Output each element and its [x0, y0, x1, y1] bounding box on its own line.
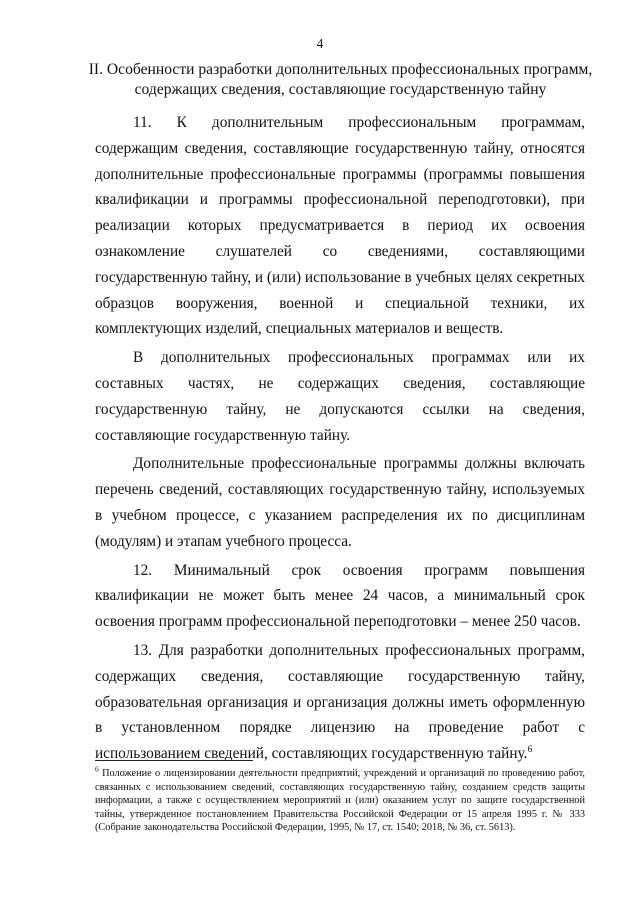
page-number: 4 — [316, 36, 324, 51]
paragraph-12: 12. Минимальный срок освоения программ повышения квалификации не может быть менее 24 часов, а минимальный срок освоения программ профессиональной переподготовки – менее 250 часов. — [95, 561, 585, 631]
paragraph-13 — [95, 638, 585, 767]
footnote-divider — [95, 760, 253, 761]
paragraph-references: В дополнительных профессиональных программах или их составных частях, не содержащих сведения, составляющие государственную тайну, не допускаются ссылки на сведения, составляющие государственную тайну. — [95, 349, 585, 444]
footnote-mark: 6 — [95, 764, 99, 774]
footnote — [95, 764, 585, 835]
paragraph-13-text: 13. Для разработки дополнительных профессиональных программ, содержащих сведения, составляющие государственную тайну, образовательная организация и организация должны иметь оформленную в установленном порядке лицензию на проведение работ с использованием сведений, составляющих государственную тайну. — [95, 641, 585, 763]
paragraph-secrets-list: Дополнительные профессиональные программы должны включать перечень сведений, составляющих государственную тайну, используемых в учебном процессе, с указанием распределения их по дисциплинам (модулям) и этапам учебного процесса. — [95, 455, 585, 550]
section-title-line-1: II. Особенности разработки дополнительных профессиональных программ, — [88, 61, 593, 78]
section-title — [88, 60, 593, 100]
section-title-line-2: содержащих сведения, составляющие государственную тайну — [134, 81, 547, 98]
paragraph-11: 11. К дополнительным профессиональным программам, содержащим сведения, составляющие государственную тайну, относятся дополнительные профессиональные программы (программы повышения квалификации и программы профессиональной переподготовки), при реализации которых предусматривается в период их освоения ознакомление слушателей со сведениями, составляющими государственную тайну, и (или) использование в учебных целях секретных образцов вооружения, военной и специальной техники, их комплектующих изделий, специальных материалов и веществ. — [95, 114, 585, 338]
footnote-reference[interactable]: 6 — [527, 745, 533, 756]
footnote-text: Положение о лицензировании деятельности предприятий, учреждений и организаций по проведению работ, связанных с использованием сведений, составляющих государственную тайну, созданием средств защиты информации, а также с осуществлением мероприятий и (или) оказанием услуг по защите государственной тайны, утвержденное постановлением Правительства Российской Федерации от 15 апреля 1995 г. № 333 (Собрание законодательства Российской Федерации, 1995, № 17, ст. 1540; 2018, № 36, ст. 5613). — [95, 768, 585, 834]
body-text — [95, 110, 585, 770]
